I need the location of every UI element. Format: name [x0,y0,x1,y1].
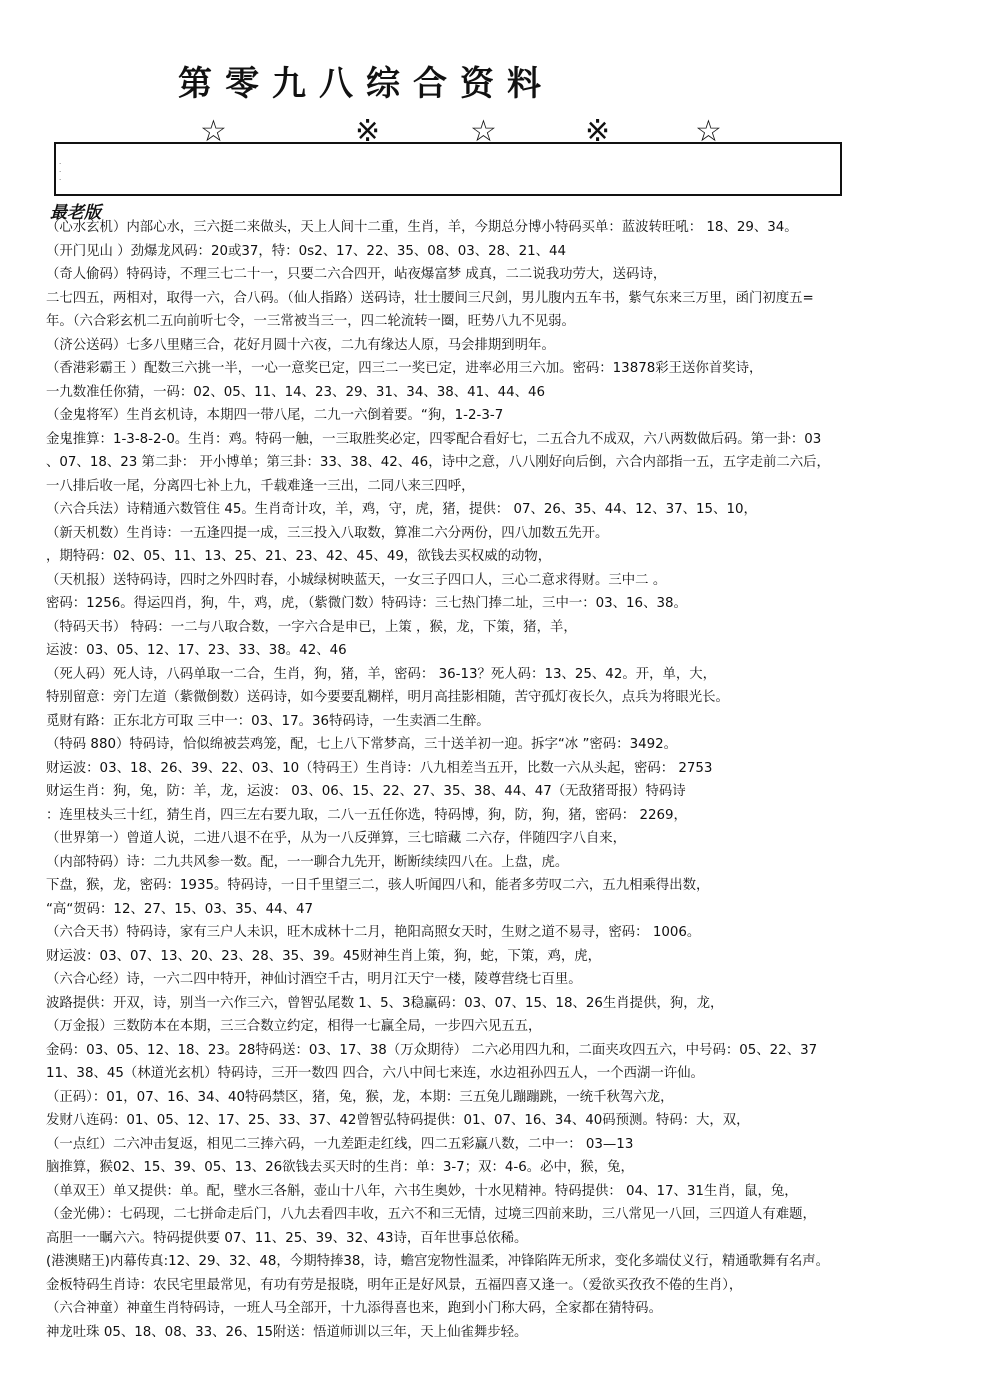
text-line: 财运生肖：狗，兔，防：羊，龙，运波： 03、06、15、22、27、35、38、44、47（无敌猪哥报）特码诗 [46,784,686,799]
text-line: （六合兵法）诗精通六数管住 45。生肖奇计攻，羊，鸡，守，虎，猪，提供： 07、26、35、44、12、37、15、10， [46,502,757,517]
text-line: 发财八连码：01、05、12、17、25、33、37、42曾智弘特码提供：01、07、16、34、40码预测。特码：大，双， [46,1113,750,1128]
text-line: （六合天书）特码诗，家有三户人未识，旺木成林十二月，艳阳高照女天时，生财之道不易寻，密码： 1006。 [46,925,701,940]
content-body [46,216,981,1344]
text-line: ，期特码：02、05、11、13、25、21、23、42、45、49，欲钱去买权威的动物， [46,549,552,564]
text-line: （济公送码）七多八里赌三合，花好月圆十六夜，二九有缘达人原，马会排期到明年。 [46,337,555,353]
text-line: 波路提供：开双，诗，别当一六作三六，曾智弘尾数 1、5、3稳赢码：03、07、15、18、26生肖提供，狗，龙， [46,995,724,1011]
text-line: 年。（六合彩玄机二五向前听七令，一三常被当三一，四二轮流转一圈，旺势八九不见弱。 [46,314,575,329]
text-line: 一八排后收一尾，分离四七补上九，千载难逢一三出，二同八来三四呼， [46,478,475,494]
text-line: （金鬼将军）生肖玄机诗，本期四一带八尾，二九一六倒着要。“狗，1-2-3-7 [46,408,504,423]
page-title: 第零九八综合资料 [178,64,554,104]
text-line: 金板特码生肖诗：农民宅里最常见，有功有劳是报晓，明年正是好风景，五福四喜又逢一。（爱欲买孜孜不倦的生肖）， [46,1277,743,1293]
text-line: （香港彩霸王 ）配数三六挑一半，一心一意奖已定，四三二一奖已定，进率必用三六加。密码：13878彩王送你首奖诗， [46,361,763,376]
text-line: 二七四五，两相对，取得一六，合八码。（仙人指路）送码诗，壮士腰间三尺剑，男儿腹内五车书，紫气东来三万里，函门初度五= [46,290,814,306]
version-label: 最老版 [50,203,101,223]
text-line: 运波：03、05、12、17、23、33、38。42、46 [46,643,347,658]
text-line: （六合神童）神童生肖特码诗，一班人马全部开，十九添得喜也来，跑到小门称大码，全家都在猜特码。 [46,1301,662,1316]
text-line: (港澳赌王)内幕传真:12、29、32、48，今期特捧38，诗，蟾宫宠物性温柔，冲锋陷阵无所求，变化多端仗义行，精通歌舞有名声。 [46,1254,830,1269]
star-icon: ☆ [470,114,497,149]
text-line: （新天机数）生肖诗：一五逢四提一成，三三投入八取数，算准二六分两份，四八加数五先开。 [46,525,609,541]
text-line: （内部特码）诗：二九共风参一数。配，一一聊合九先开，断断续续四八在。上盘，虎。 [46,854,569,870]
star-icon: ☆ [200,114,227,149]
text-line: （万金报）三数防本在本期，三三合数立约定，相得一七赢全局，一步四六见五五， [46,1019,542,1034]
reference-mark-icon: ※ [355,114,381,149]
text-line: （单双王）单又提供：单。配，壁水三各斛，壶山十八年，六书生奥妙，十水见精神。特码提供： 04、17、31生肖，鼠，兔， [46,1183,798,1199]
text-line: 金码：03、05、12、18、23。28特码送：03、17、38（万众期待） 二六必用四九和，二面夹攻四五六，中号码：05、22、37 [46,1042,818,1058]
reference-mark-icon: ※ [585,114,611,149]
text-line: 脑推算，猴02、15、39、05、13、26欲钱去买天时的生肖：单：3-7；双：4-6。必中，猴，兔， [46,1160,634,1175]
text-line: 密码：1256。得运四肖，狗，牛，鸡，虎，（紫微门数）特码诗：三七热门捧二址，三中一：03、16、38。 [46,596,687,611]
text-line: 、07、18、23 第二卦： 开小博单；第三卦：33、38、42、46，诗中之意，八八刚好向后倒，六合内部指一五，五字走前二六后， [46,455,830,470]
text-line: （开门见山 ）劲爆龙风码：20或37，特：0s2、17、22、35、08、03、28、21、44 [46,243,567,259]
text-line: （死人码）死人诗，八码单取一二合，生肖，狗，猪，羊，密码： 36-13？死人码：13、25、42。开，单，大， [46,666,717,682]
text-line: （奇人偷码）特码诗，不理三七二十一，只要二六合四开，岾夜爆富梦 成真，二二说我功劳大，送码诗， [46,267,667,282]
text-line: 特别留意：旁门左道（紫微倒数）送码诗，如今要要乱糊样，明月高挂影相随，苦守孤灯夜长久，点兵为将眼光长。 [46,690,729,705]
text-line: （六合心经）诗，一六二四中特开，神仙讨酒空千古，明月江天宁一楼，陵尊营绕七百里。 [46,972,582,987]
text-line: 财运波：03、07、13、20、23、28、35、39。45财神生肖上策，狗，蛇，下策，鸡，虎， [46,948,602,964]
text-line: 一九数准任你猜，一码：02、05、11、14、23、29、31、34、38、41、44、46 [46,384,546,400]
text-line: 神龙吐珠 05、18、08、33、26、15附送：悟道师训以三年，天上仙雀舞步轻。 [46,1324,528,1340]
text-line: （一点红）二六冲击复返，相见二三捧六码，一九差距走红线，四二五彩赢八数，二中一： 03—13 [46,1136,634,1152]
text-line: 觅财有路：正东北方可取 三中一：03、17。36特码诗，一生卖酒二生醉。 [46,713,490,729]
text-line: （心水玄机）内部心水，三六挺二来做头，天上人间十二重，生肖，羊，今期总分博小特码买单：蓝波转旺吼： 18、29、34。 [46,220,798,235]
text-line: 金鬼推算：1-3-8-2-0。生肖：鸡。特码一触，一三取胜奖必定，四零配合看好七，二五合九不成双，六八两数做后码。第一卦：03 [46,431,822,447]
box-tick-marks: · · · [59,160,62,184]
text-line: （正码）：01，07、16、34、40特码禁区，猪，兔，猴，龙，本期：三五兔儿蹦蹦跳，一统千秋驾六龙， [46,1089,674,1105]
text-line: （特码 880）特码诗，恰似绵被芸鸡笼，配，七上八下常梦高，三十送羊初一迎。拆字“冰 ”密码：3492。 [46,737,678,752]
text-line: （世界第一）曾道人说，二进八退不在乎，从为一八反弹算，三七暗藏 二六存，伴随四字八自来， [46,831,627,846]
text-line: 财运波：03、18、26、39、22、03、10（特码王）生肖诗：八九相差当五开，比数一六从头起，密码： 2753 [46,760,713,776]
text-line: “高“贺码：12、27、15、03、35、44、47 [46,901,314,917]
text-line: ：连里枝头三十红，猜生肖，四三左右要九取，二八一五任你选，特码博，狗，防，狗，猪，密码： 2269， [46,807,687,823]
text-line: 11、38、45（林道光玄机）特码诗，三开一数四 四合，六八中间七来连，水边祖孙四五人，一个西湖一许仙。 [46,1066,704,1081]
star-icon: ☆ [695,114,722,149]
header-box [54,142,842,196]
text-line: （金光佛）：七码现，二七拼命走后门，八九去看四丰收，五六不和三无情，过境三四前来助，三八常见一八回，三四道人有难题， [46,1207,816,1222]
text-line: 下盘，猴，龙，密码：1935。特码诗，一日千里望三二，骇人听闻四八和，能者多劳叹二六，五九相乘得出数， [46,878,710,893]
text-line: （天机报）送特码诗，四时之外四时春，小城绿树映蓝天，一女三子四口人，三心二意求得财。三中二 。 [46,572,667,588]
text-line: （特码天书） 特码：一二与八取合数，一字六合是申已，上策 ，猴，龙，下策，猪，羊， [46,619,577,635]
text-line: 高胆一一瞩六六。特码提供要 07、11、25、39、32、43诗，百年世事总依稀。 [46,1230,528,1246]
